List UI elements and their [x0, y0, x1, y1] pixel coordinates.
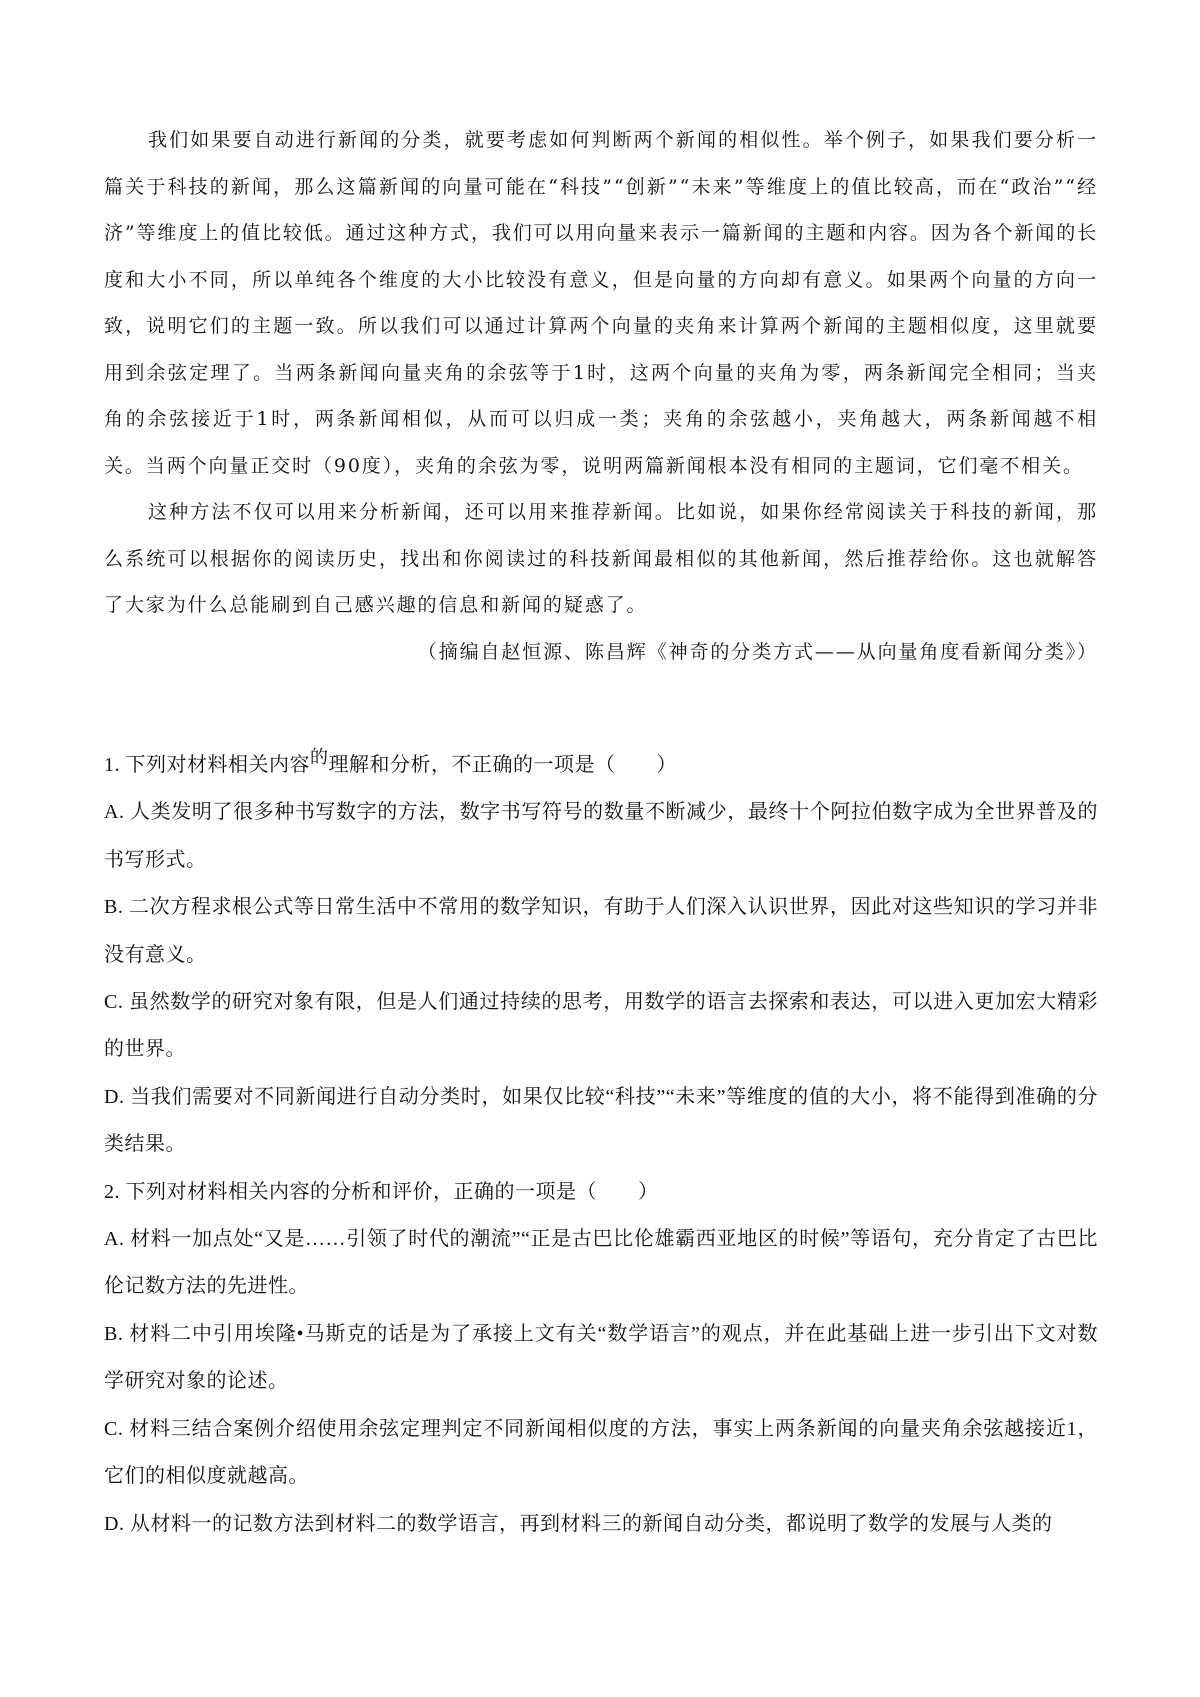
question-1-stem-text-end: 理解和分析，不正确的一项是（ ）: [328, 754, 677, 776]
question-1-option-b: B. 二次方程求根公式等日常生活中不常用的数学知识，有助于人们深入认识世界，因此对这些知识的学习并非没有意义。: [104, 896, 1098, 966]
question-1-option-a: A. 人类发明了很多种书写数字的方法，数字书写符号的数量不断减少，最终十个阿拉伯数字成为全世界普及的书写形式。: [104, 801, 1098, 871]
reading-passage: [104, 117, 1098, 675]
question-1-stem-text: 1. 下列对材料相关内容: [104, 754, 310, 776]
passage-source: （摘编自赵恒源、陈昌辉《神奇的分类方式——从向量角度看新闻分类》）: [417, 640, 1098, 663]
question-1-stem-superscript: 的: [310, 747, 329, 767]
question-2-option-a: A. 材料一加点处“又是……引领了时代的潮流”“正是古巴比伦雄霸西亚地区的时候”等语句，充分肯定了古巴比伦记数方法的先进性。: [104, 1228, 1098, 1298]
question-1-stem: [104, 742, 1098, 789]
passage-paragraph-2: 这种方法不仅可以用来分析新闻，还可以用来推荐新闻。比如说，如果你经常阅读关于科技的新闻，那么系统可以根据你的阅读历史，找出和你阅读过的科技新闻最相似的其他新闻，然后推荐给你。这也就解答了大家为什么总能刷到自己感兴趣的信息和新闻的疑惑了。: [104, 501, 1098, 616]
passage-paragraph-1: 我们如果要自动进行新闻的分类，就要考虑如何判断两个新闻的相似性。举个例子，如果我们要分析一篇关于科技的新闻，那么这篇新闻的向量可能在“科技”“创新”“未来”等维度上的值比较高，而在“政治”“经济”等维度上的值比较低。通过这种方式，我们可以用向量来表示一篇新闻的主题和内容。因为各个新闻的长度和大小不同，所以单纯各个维度的大小比较没有意义，但是向量的方向却有意义。如果两个向量的方向一致，说明它们的主题一致。所以我们可以通过计算两个向量的夹角来计算两个新闻的主题相似度，这里就要用到余弦定理了。当两条新闻向量夹角的余弦等于1时，这两个向量的夹角为零，两条新闻完全相同；当夹角的余弦接近于1时，两条新闻相似，从而可以归成一类；夹角的余弦越小，夹角越大，两条新闻越不相关。当两个向量正交时（90度），夹角的余弦为零，说明两篇新闻根本没有相同的主题词，它们毫不相关。: [104, 129, 1098, 477]
question-2-stem: 2. 下列对材料相关内容的分析和评价，正确的一项是（ ）: [104, 1180, 659, 1203]
question-2-option-c: C. 材料三结合案例介绍使用余弦定理判定不同新闻相似度的方法，事实上两条新闻的向量夹角余弦越接近1，它们的相似度就越高。: [104, 1417, 1098, 1488]
question-2-option-d: D. 从材料一的记数方法到材料二的数学语言，再到材料三的新闻自动分类，都说明了数学的发展与人类的: [104, 1512, 1053, 1535]
question-1-option-c: C. 虽然数学的研究对象有限，但是人们通过持续的思考，用数学的语言去探索和表达，可以进入更加宏大精彩的世界。: [104, 991, 1098, 1061]
question-section: [104, 742, 1098, 1548]
question-2-option-b: B. 材料二中引用埃隆•马斯克的话是为了承接上文有关“数学语言”的观点，并在此基础上进一步引出下文对数学研究对象的论述。: [104, 1322, 1098, 1393]
question-1-option-d: D. 当我们需要对不同新闻进行自动分类时，如果仅比较“科技”“未来”等维度的值的大小，将不能得到准确的分类结果。: [104, 1085, 1098, 1156]
